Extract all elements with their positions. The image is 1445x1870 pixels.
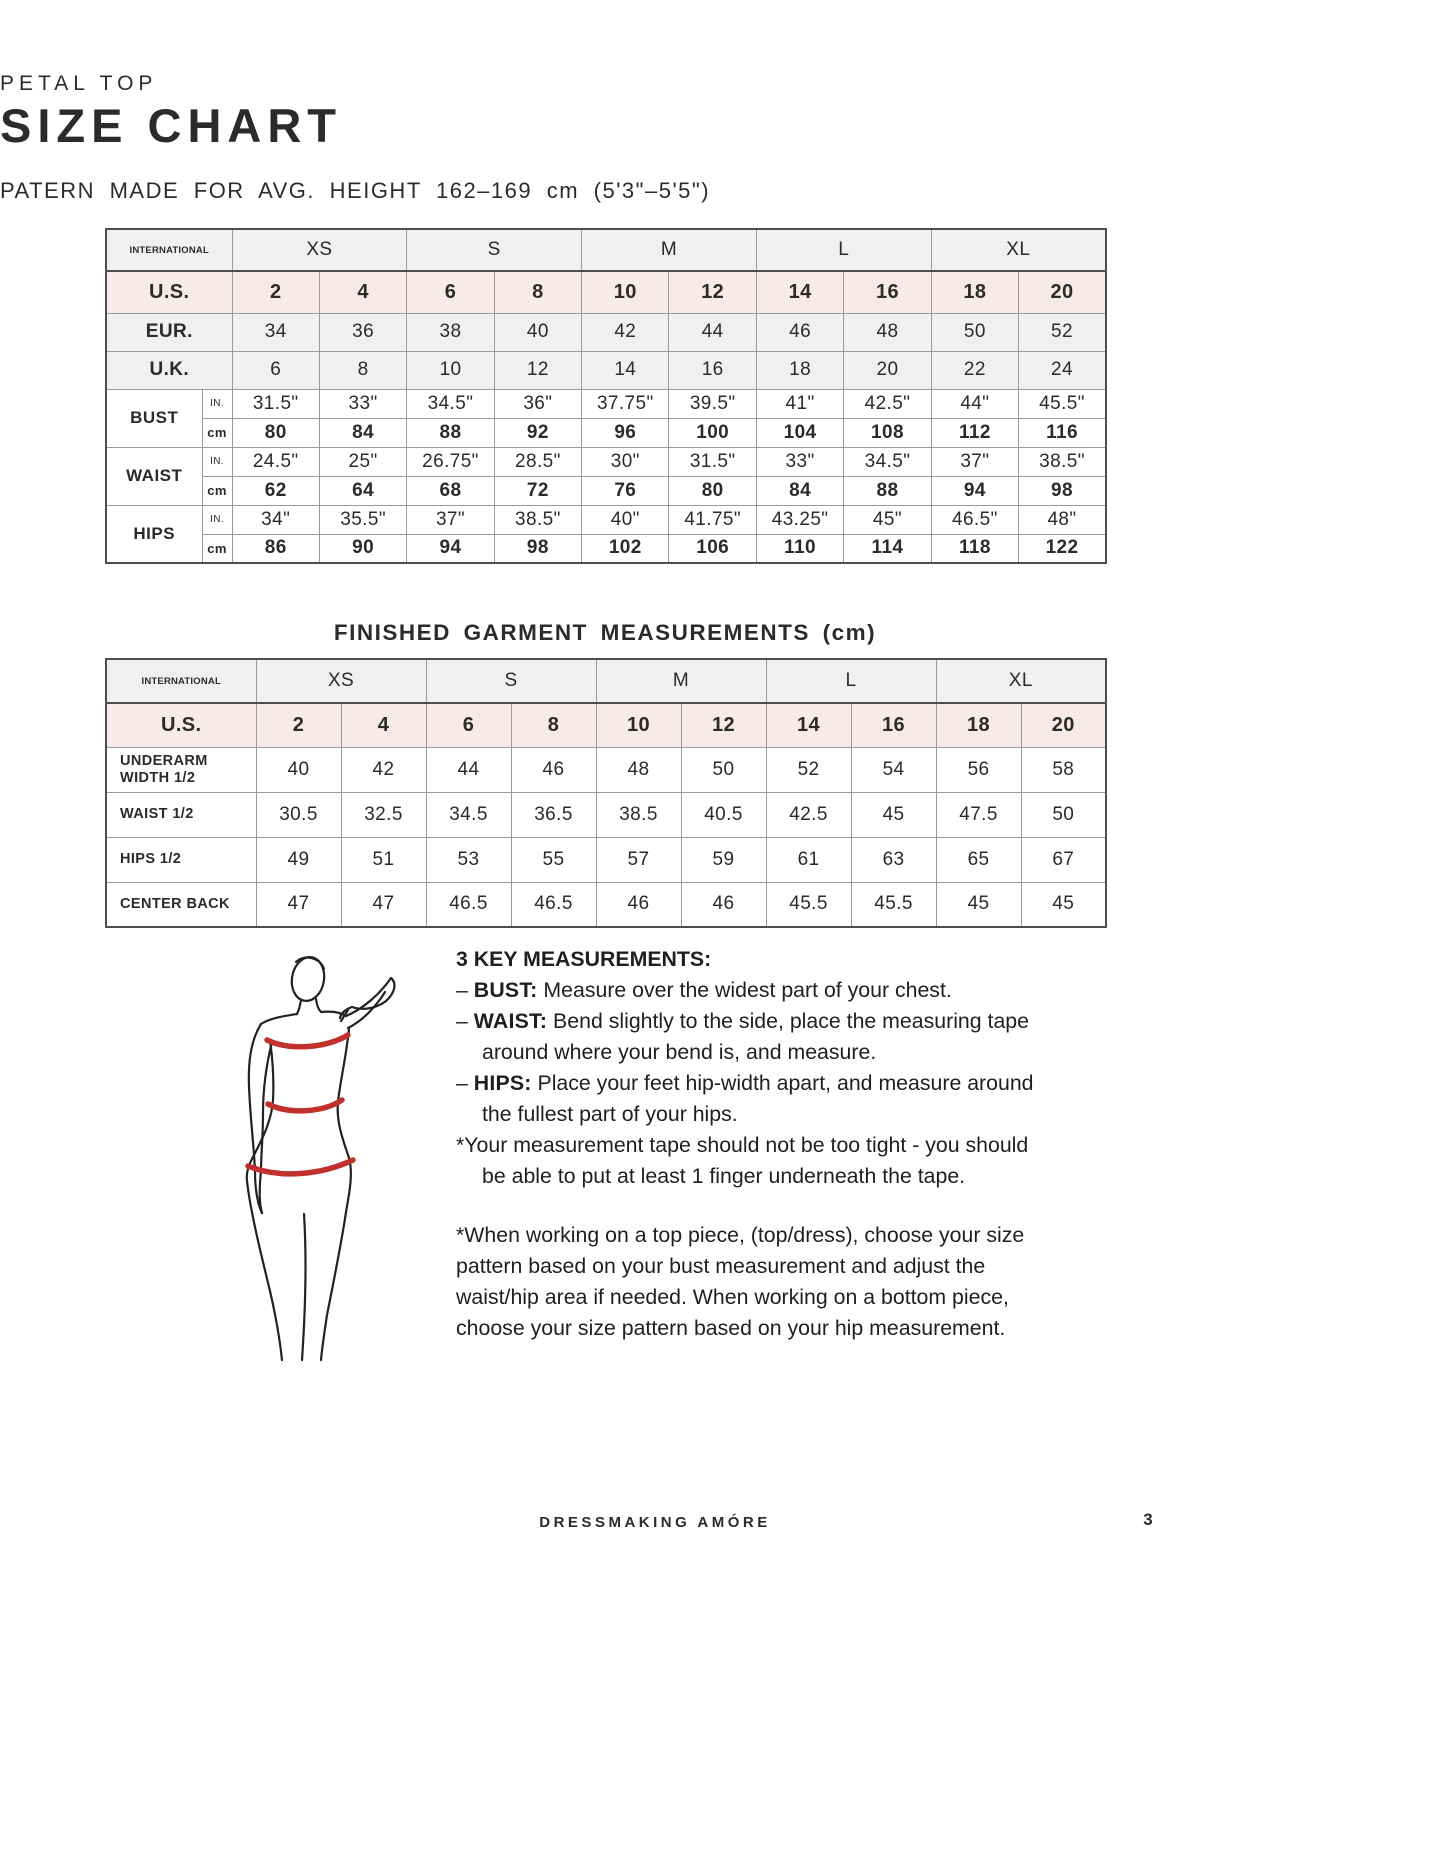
bullet-dash: – — [456, 1071, 474, 1095]
fg-value: 57 — [596, 837, 681, 882]
fg-value: 40 — [256, 747, 341, 792]
fg-value: 45 — [936, 882, 1021, 927]
fg-value: 38.5 — [596, 792, 681, 837]
size-value: 14 — [582, 351, 669, 389]
cm-value: 88 — [844, 476, 931, 505]
guide-heading: 3 KEY MEASUREMENTS: — [456, 947, 712, 971]
size-value: 6 — [407, 271, 494, 313]
cm-value: 92 — [494, 418, 581, 447]
fg-international-size: XS — [256, 659, 426, 703]
bust-label: BUST — [106, 389, 202, 447]
pattern-name: PETAL TOP — [0, 72, 158, 95]
bullet-dash: – — [456, 1009, 474, 1033]
inches-value: 38.5" — [1019, 447, 1106, 476]
finished-garment-table — [105, 658, 1107, 928]
cm-value: 106 — [669, 534, 756, 563]
international-size: XS — [232, 229, 407, 271]
size-value: 38 — [407, 313, 494, 351]
cm-value: 104 — [756, 418, 843, 447]
hips-cm-row — [106, 534, 1106, 563]
inches-unit-label: IN. — [202, 447, 232, 476]
fg-value: 51 — [341, 837, 426, 882]
inches-value: 37" — [407, 505, 494, 534]
cm-unit-label: cm — [202, 534, 232, 563]
fg-us-value: 12 — [681, 703, 766, 747]
finished-garment-title: FINISHED GARMENT MEASUREMENTS (cm) — [333, 620, 877, 645]
cm-unit-label: cm — [202, 418, 232, 447]
international-size: S — [407, 229, 582, 271]
inches-value: 34.5" — [407, 389, 494, 418]
fg-value: 47.5 — [936, 792, 1021, 837]
inches-value: 26.75" — [407, 447, 494, 476]
international-size: M — [582, 229, 757, 271]
fg-value: 54 — [851, 747, 936, 792]
fg-value: 53 — [426, 837, 511, 882]
cm-value: 114 — [844, 534, 931, 563]
fg-value: 46 — [681, 882, 766, 927]
size-value: 12 — [494, 351, 581, 389]
cm-value: 116 — [1019, 418, 1106, 447]
fg-data-row — [106, 837, 1106, 882]
fg-us-value: 6 — [426, 703, 511, 747]
fg-value: 48 — [596, 747, 681, 792]
size-value: 8 — [319, 351, 406, 389]
guide-paragraph: *When working on a top piece, (top/dress), choose your size pattern based on your bust measurement and adjust the waist/hip area if needed. When working on a bottom piece, choose your size pattern based on your hip measurement. — [456, 1223, 1025, 1340]
fg-international-size: S — [426, 659, 596, 703]
fg-value: 46.5 — [511, 882, 596, 927]
fg-value: 45 — [851, 792, 936, 837]
fg-value: 47 — [256, 882, 341, 927]
fg-value: 56 — [936, 747, 1021, 792]
international-label: INTERNATIONAL — [106, 229, 232, 271]
fg-value: 40.5 — [681, 792, 766, 837]
size-value: 24 — [1019, 351, 1106, 389]
fg-value: 67 — [1021, 837, 1106, 882]
footer-brand: DRESSMAKING AMÓRE — [539, 1514, 771, 1531]
page-number: 3 — [1143, 1510, 1153, 1529]
eur-row — [106, 313, 1106, 351]
inches-value: 34" — [232, 505, 319, 534]
waist-cm-row — [106, 476, 1106, 505]
size-value: 14 — [756, 271, 843, 313]
cm-value: 108 — [844, 418, 931, 447]
size-value: 36 — [319, 313, 406, 351]
finished-garment-body — [106, 659, 1106, 927]
inches-value: 36" — [494, 389, 581, 418]
size-value: 40 — [494, 313, 581, 351]
cm-value: 72 — [494, 476, 581, 505]
fg-row-label: WAIST 1/2 — [106, 792, 256, 837]
cm-value: 62 — [232, 476, 319, 505]
size-value: 8 — [494, 271, 581, 313]
fg-row-label: UNDERARM WIDTH 1/2 — [106, 747, 256, 792]
fg-value: 46 — [511, 747, 596, 792]
size-value: 18 — [756, 351, 843, 389]
size-value: 2 — [232, 271, 319, 313]
fg-us-value: 16 — [851, 703, 936, 747]
fg-data-row — [106, 882, 1106, 927]
hips-inches-row — [106, 505, 1106, 534]
cm-value: 122 — [1019, 534, 1106, 563]
size-value: 20 — [1019, 271, 1106, 313]
fg-value: 32.5 — [341, 792, 426, 837]
fg-us-value: 14 — [766, 703, 851, 747]
international-row — [106, 229, 1106, 271]
cm-value: 102 — [582, 534, 669, 563]
inches-value: 37" — [931, 447, 1018, 476]
size-value: 10 — [582, 271, 669, 313]
size-value: 44 — [669, 313, 756, 351]
cm-value: 98 — [494, 534, 581, 563]
fg-value: 30.5 — [256, 792, 341, 837]
cm-value: 84 — [756, 476, 843, 505]
waist-inches-row — [106, 447, 1106, 476]
cm-value: 98 — [1019, 476, 1106, 505]
page-subtitle: PATERN MADE FOR AVG. HEIGHT 162–169 cm (5'3"–5'5") — [0, 178, 711, 203]
international-size: L — [756, 229, 931, 271]
inches-value: 44" — [931, 389, 1018, 418]
inches-value: 46.5" — [931, 505, 1018, 534]
size-value: 16 — [844, 271, 931, 313]
fg-value: 44 — [426, 747, 511, 792]
size-value: 52 — [1019, 313, 1106, 351]
size-value: 4 — [319, 271, 406, 313]
guide-note: *Your measurement tape should not be too tight - you should be able to put at least 1 finger underneath the tape. — [456, 1133, 1029, 1188]
size-chart-body — [106, 229, 1106, 563]
size-value: 22 — [931, 351, 1018, 389]
inches-value: 43.25" — [756, 505, 843, 534]
bust-inches-row — [106, 389, 1106, 418]
size-value: 48 — [844, 313, 931, 351]
international-size: XL — [931, 229, 1106, 271]
cm-value: 94 — [931, 476, 1018, 505]
cm-value: 112 — [931, 418, 1018, 447]
cm-value: 88 — [407, 418, 494, 447]
fg-data-row — [106, 747, 1106, 792]
fg-value: 55 — [511, 837, 596, 882]
fg-value: 49 — [256, 837, 341, 882]
inches-value: 38.5" — [494, 505, 581, 534]
size-value: 46 — [756, 313, 843, 351]
inches-value: 37.75" — [582, 389, 669, 418]
inches-value: 33" — [319, 389, 406, 418]
inches-value: 33" — [756, 447, 843, 476]
fg-us-value: 18 — [936, 703, 1021, 747]
cm-value: 90 — [319, 534, 406, 563]
fg-value: 63 — [851, 837, 936, 882]
inches-value: 34.5" — [844, 447, 931, 476]
inches-value: 25" — [319, 447, 406, 476]
fg-value: 59 — [681, 837, 766, 882]
fg-value: 52 — [766, 747, 851, 792]
fg-value: 42.5 — [766, 792, 851, 837]
eur-label: EUR. — [106, 313, 232, 351]
fg-value: 36.5 — [511, 792, 596, 837]
bullet-dash: – — [456, 978, 474, 1002]
fg-value: 42 — [341, 747, 426, 792]
fg-value: 61 — [766, 837, 851, 882]
fg-us-value: 20 — [1021, 703, 1106, 747]
bullet-term: WAIST: — [473, 1009, 548, 1033]
fg-value: 34.5 — [426, 792, 511, 837]
fg-data-row — [106, 792, 1106, 837]
fg-value: 45 — [1021, 882, 1106, 927]
fg-value: 45.5 — [766, 882, 851, 927]
cm-value: 118 — [931, 534, 1018, 563]
fg-us-value: 4 — [341, 703, 426, 747]
inches-value: 35.5" — [319, 505, 406, 534]
size-value: 18 — [931, 271, 1018, 313]
fg-us-value: 8 — [511, 703, 596, 747]
fg-value: 46 — [596, 882, 681, 927]
inches-value: 40" — [582, 505, 669, 534]
inches-value: 31.5" — [232, 389, 319, 418]
inches-unit-label: IN. — [202, 389, 232, 418]
fg-row-label: CENTER BACK — [106, 882, 256, 927]
uk-label: U.K. — [106, 351, 232, 389]
fg-international-label: INTERNATIONAL — [106, 659, 256, 703]
inches-value: 31.5" — [669, 447, 756, 476]
size-value: 16 — [669, 351, 756, 389]
inches-value: 28.5" — [494, 447, 581, 476]
cm-value: 64 — [319, 476, 406, 505]
size-value: 10 — [407, 351, 494, 389]
inches-value: 45.5" — [1019, 389, 1106, 418]
cm-value: 100 — [669, 418, 756, 447]
fg-row-label: HIPS 1/2 — [106, 837, 256, 882]
fg-value: 58 — [1021, 747, 1106, 792]
inches-value: 48" — [1019, 505, 1106, 534]
size-value: 50 — [931, 313, 1018, 351]
fg-us-value: 10 — [596, 703, 681, 747]
fg-us-value: 2 — [256, 703, 341, 747]
cm-unit-label: cm — [202, 476, 232, 505]
guide-bullets — [456, 975, 1034, 1130]
hips-label: HIPS — [106, 505, 202, 563]
bullet-term: HIPS: — [473, 1071, 532, 1095]
fg-international-row — [106, 659, 1106, 703]
fg-value: 65 — [936, 837, 1021, 882]
guide-bullet: – BUST: Measure over the widest part of your chest. — [456, 978, 952, 1002]
page-title: SIZE CHART — [0, 99, 342, 152]
figure-illustration — [228, 950, 428, 1368]
inches-value: 39.5" — [669, 389, 756, 418]
size-value: 12 — [669, 271, 756, 313]
cm-value: 84 — [319, 418, 406, 447]
cm-value: 96 — [582, 418, 669, 447]
fg-international-size: M — [596, 659, 766, 703]
waist-label: WAIST — [106, 447, 202, 505]
fg-us-row — [106, 703, 1106, 747]
bust-cm-row — [106, 418, 1106, 447]
inches-value: 24.5" — [232, 447, 319, 476]
size-value: 34 — [232, 313, 319, 351]
size-value: 42 — [582, 313, 669, 351]
inches-value: 42.5" — [844, 389, 931, 418]
measurement-guide — [456, 944, 1034, 1344]
size-chart-table — [105, 228, 1107, 564]
fg-value: 50 — [1021, 792, 1106, 837]
fg-international-size: XL — [936, 659, 1106, 703]
cm-value: 80 — [232, 418, 319, 447]
us-label: U.S. — [106, 271, 232, 313]
fg-value: 47 — [341, 882, 426, 927]
fg-value: 46.5 — [426, 882, 511, 927]
cm-value: 80 — [669, 476, 756, 505]
size-value: 6 — [232, 351, 319, 389]
uk-row — [106, 351, 1106, 389]
cm-value: 76 — [582, 476, 669, 505]
cm-value: 68 — [407, 476, 494, 505]
inches-value: 41" — [756, 389, 843, 418]
fg-value: 45.5 — [851, 882, 936, 927]
fg-international-size: L — [766, 659, 936, 703]
inches-value: 45" — [844, 505, 931, 534]
fg-value: 50 — [681, 747, 766, 792]
inches-value: 41.75" — [669, 505, 756, 534]
guide-bullet: – HIPS: Place your feet hip-width apart, and measure around the fullest part of your hips. — [456, 1071, 1034, 1126]
cm-value: 86 — [232, 534, 319, 563]
fg-us-label: U.S. — [106, 703, 256, 747]
inches-value: 30" — [582, 447, 669, 476]
inches-unit-label: IN. — [202, 505, 232, 534]
cm-value: 110 — [756, 534, 843, 563]
cm-value: 94 — [407, 534, 494, 563]
guide-bullet: – WAIST: Bend slightly to the side, place the measuring tape around where your bend is, and measure. — [456, 1009, 1029, 1064]
bullet-term: BUST: — [473, 978, 538, 1002]
us-row — [106, 271, 1106, 313]
size-value: 20 — [844, 351, 931, 389]
